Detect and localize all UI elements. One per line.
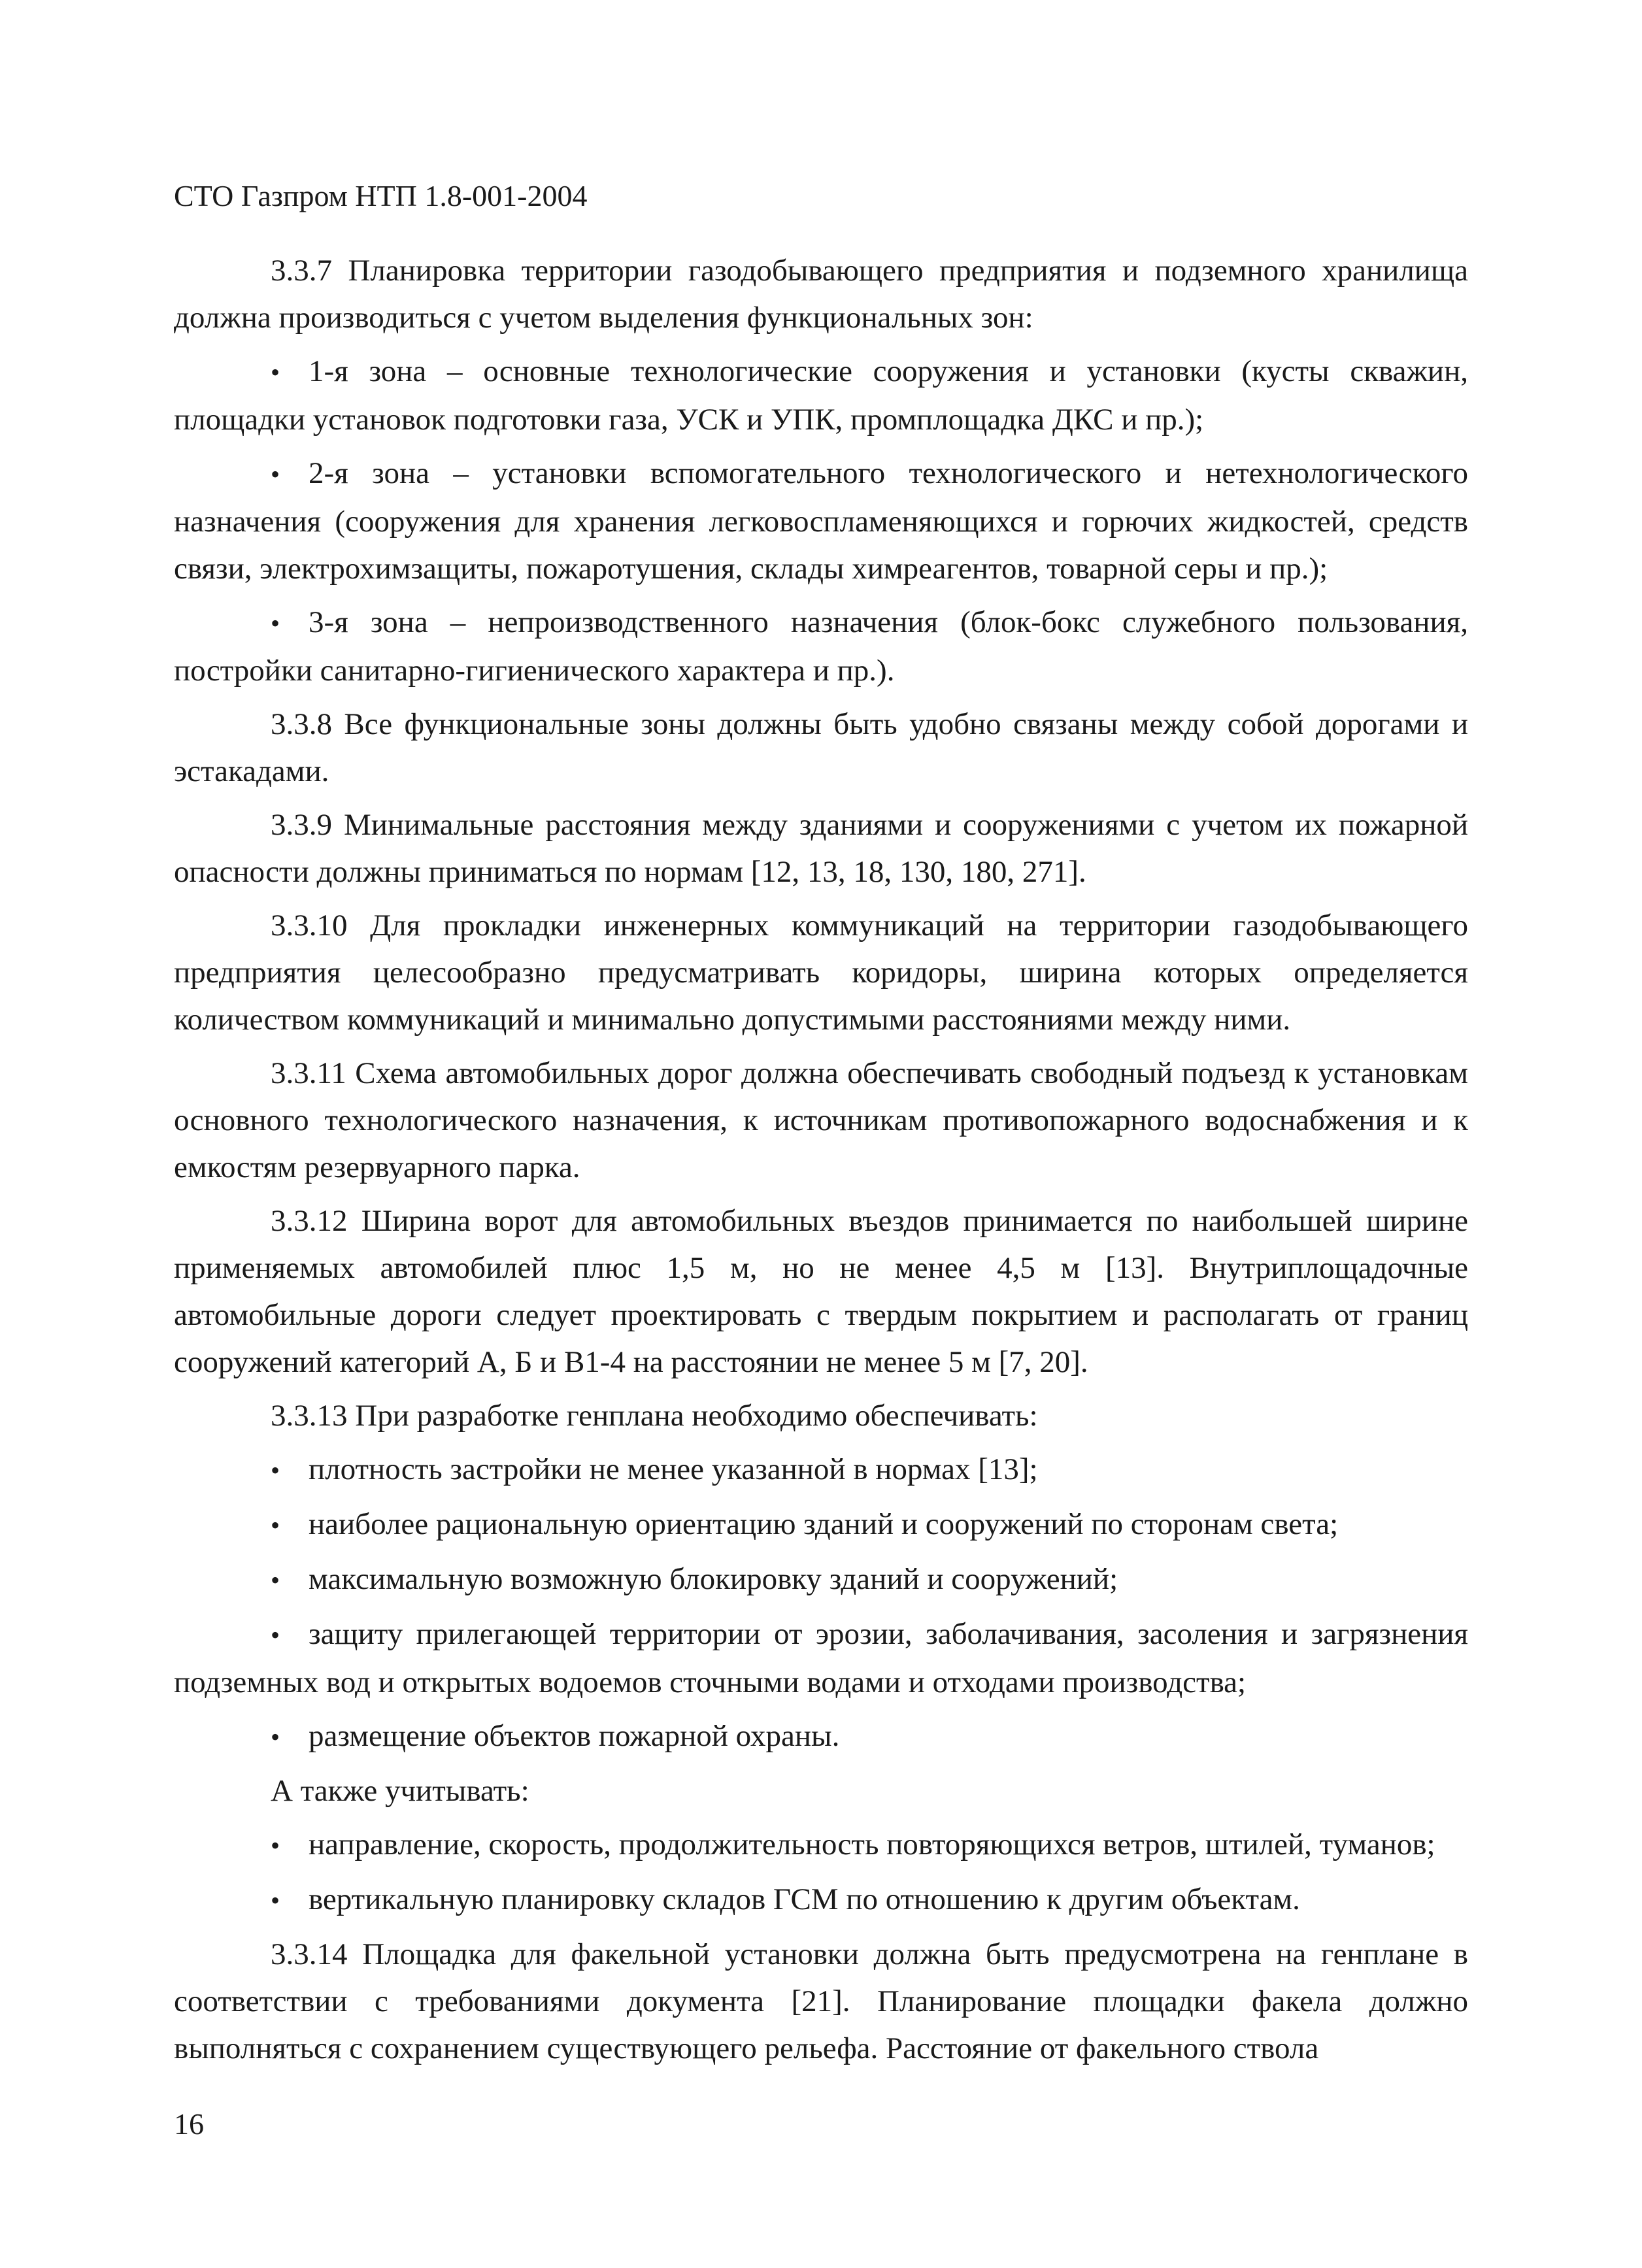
page-number: 16 xyxy=(174,2107,204,2141)
paragraph: 3.3.14 Площадка для факельной установки должна быть предусмотрена на генплане в соответствии с требованиями документа [21]. Планирование площадки факела должно выполняться с сохранением существующего рельефа. Расстояние от факельного ствола xyxy=(174,1937,1468,2065)
bullet-text: вертикальную планировку складов ГСМ по отношению к другим объектам. xyxy=(309,1882,1300,1916)
bullet-icon: • xyxy=(271,1620,280,1650)
paragraph: 3.3.7 Планировка территории газодобывающего предприятия и подземного хранилища должна производиться с учетом выделения функциональных зон: xyxy=(174,254,1468,335)
bullet-icon: • xyxy=(271,1722,280,1752)
bullet-icon: • xyxy=(271,1456,280,1485)
bullet-icon: • xyxy=(271,459,280,489)
paragraph: А также учитывать: xyxy=(271,1774,529,1808)
paragraph: 3.3.11 Схема автомобильных дорог должна обеспечивать свободный подъезд к установкам основного технологического назначения, к источникам противопожарного водоснабжения и к емкостям резервуарного парка. xyxy=(174,1056,1468,1184)
bullet-icon: • xyxy=(271,1886,280,1915)
bullet-text: направление, скорость, продолжительность повторяющихся ветров, штилей, туманов; xyxy=(309,1827,1435,1861)
document-header: СТО Газпром НТП 1.8-001-2004 xyxy=(174,179,588,212)
bullet-text: 1-я зона – основные технологические сооружения и установки (кусты скважин, площадки установок подготовки газа, УСК и УПК, промплощадка ДКС и пр.); xyxy=(174,354,1468,437)
paragraph: 3.3.12 Ширина ворот для автомобильных въездов принимается по наибольшей ширине применяемых автомобилей плюс 1,5 м, но не менее 4,5 м [13]. Внутриплощадочные автомобильные дороги следует проектировать с твердым покрытием и располагать от границ сооружений категорий А, Б и В1-4 на расстоянии не менее 5 м [7, 20]. xyxy=(174,1204,1468,1379)
bullet-text: 3-я зона – непроизводственного назначения (блок-бокс служебного пользования, постройки санитарно-гигиенического характера и пр.). xyxy=(174,605,1468,688)
bullet-text: защиту прилегающей территории от эрозии, заболачивания, засоления и загрязнения подземных вод и открытых водоемов сточными водами и отходами производства; xyxy=(174,1617,1468,1699)
bullet-item xyxy=(174,1556,1468,1604)
bullet-icon: • xyxy=(271,609,280,638)
paragraph: 3.3.9 Минимальные расстояния между зданиями и сооружениями с учетом их пожарной опасности должны приниматься по нормам [12, 13, 18, 130, 180, 271]. xyxy=(174,808,1468,889)
bullet-text: наиболее рациональную ориентацию зданий и сооружений по сторонам света; xyxy=(309,1507,1339,1541)
bullet-icon: • xyxy=(271,1510,280,1540)
bullet-icon: • xyxy=(271,358,280,387)
bullet-text: размещение объектов пожарной охраны. xyxy=(309,1719,840,1753)
bullet-item xyxy=(174,348,1468,443)
bullet-item xyxy=(174,1610,1468,1706)
bullet-item xyxy=(174,1501,1468,1549)
bullet-item xyxy=(174,450,1468,592)
paragraph: 3.3.8 Все функциональные зоны должны быть удобно связаны между собой дорогами и эстакадами. xyxy=(174,707,1468,788)
document-body xyxy=(174,247,1468,2078)
paragraph: 3.3.13 При разработке генплана необходимо обеспечивать: xyxy=(271,1399,1038,1433)
bullet-item xyxy=(174,1821,1468,1869)
bullet-text: максимальную возможную блокировку зданий и сооружений; xyxy=(309,1562,1118,1596)
bullet-item xyxy=(174,1712,1468,1761)
bullet-icon: • xyxy=(271,1565,280,1595)
paragraph: 3.3.10 Для прокладки инженерных коммуникаций на территории газодобывающего предприятия целесообразно предусматривать коридоры, ширина которых определяется количеством коммуникаций и минимально допустимыми расстояниями между ними. xyxy=(174,909,1468,1037)
bullet-icon: • xyxy=(271,1831,280,1860)
bullet-item xyxy=(174,599,1468,694)
bullet-item xyxy=(174,1876,1468,1924)
bullet-text: 2-я зона – установки вспомогательного технологического и нетехнологического назначения (сооружения для хранения легковоспламеняющихся и горючих жидкостей, средств связи, электрохимзащиты, пожаротушения, склады химреагентов, товарной серы и пр.); xyxy=(174,456,1468,586)
bullet-text: плотность застройки не менее указанной в нормах [13]; xyxy=(309,1452,1038,1486)
bullet-item xyxy=(174,1446,1468,1494)
